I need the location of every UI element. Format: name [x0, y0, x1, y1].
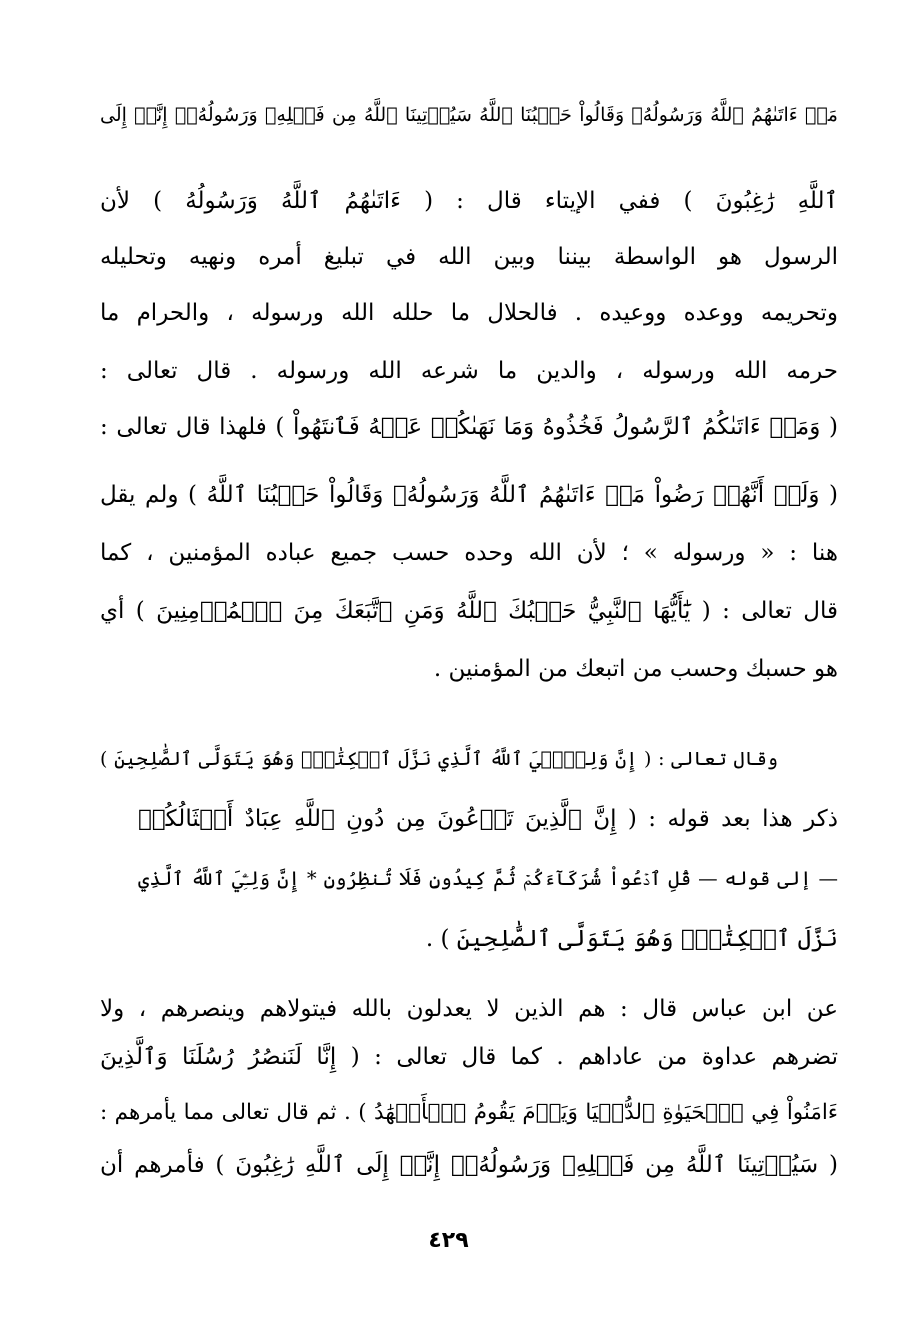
- text-line: ( سَيُؤۡتِينَا ٱللَّهُ مِن فَضۡلِهِۦ وَرَسُولُهُۥۤ إِنَّاۤ إِلَى ٱللَّهِ رَٰغِبُونَ ) فأمرهم أن: [100, 1152, 838, 1178]
- page-number: ٤٢٩: [428, 1228, 469, 1253]
- text-line: مَاۤ ءَاتَىٰهُمُ ٱللَّهُ وَرَسُولُهُۥ وَقَالُواْ حَسۡبُنَا ٱللَّهُ سَيُؤۡتِينَا ٱللَّهُ مِن فَضۡلِهِۦ وَرَسُولُهُۥۤ إِنَّاۤ إِلَى: [100, 104, 838, 126]
- text-line: ( وَمَاۤ ءَاتَىٰكُمُ ٱلرَّسُولُ فَخُذُوهُ وَمَا نَهَىٰكُمۡ عَنۡهُ فَٱنتَهُواْ ) فلهذا قال تعالى :: [100, 414, 838, 440]
- text-line: قال تعالى : ( يَٰٓأَيُّهَا ٱلنَّبِيُّ حَسۡبُكَ ٱللَّهُ وَمَنِ ٱتَّبَعَكَ مِنَ ٱلۡمُؤۡمِنِينَ ) أي: [100, 598, 838, 624]
- text-line: وقال تعالى : ( إِنَّ وَلِـِّۧيَ ٱللَّهُ ٱلَّذِي نَزَّلَ ٱلۡكِتَٰبَۖ وَهُوَ يَتَوَلَّى ٱلصَّٰلِحِينَ ): [100, 748, 778, 770]
- text-line: ( وَلَوۡ أَنَّهُمۡ رَضُواْ مَاۤ ءَاتَىٰهُمُ ٱللَّهُ وَرَسُولُهُۥ وَقَالُواْ حَسۡبُنَا ٱللَّهُ ) ولم يقل: [100, 482, 838, 508]
- text-line: هنا : « ورسوله » ؛ لأن الله وحده حسب جميع عباده المؤمنين ، كما: [100, 540, 838, 566]
- paragraph-1: [100, 92, 838, 692]
- text-line: وتحريمه ووعده ووعيده . فالحلال ما حلله الله ورسوله ، والحرام ما: [100, 300, 838, 326]
- text-line: نَزَّلَ ٱلۡكِتَٰبَۖ وَهُوَ يَتَوَلَّى ٱلصَّٰلِحِينَ ) .: [425, 926, 838, 952]
- text-line: ٱللَّهِ رَٰغِبُونَ ) ففي الإيتاء قال : ( ءَاتَىٰهُمُ ٱللَّهُ وَرَسُولُهُ ) لأن: [100, 188, 838, 214]
- paragraph-3: [100, 986, 838, 1186]
- text-line: تضرهم عداوة من عاداهم . كما قال تعالى : ( إِنَّا لَنَنصُرُ رُسُلَنَا وَٱلَّذِينَ: [100, 1044, 838, 1070]
- text-line: الرسول هو الواسطة بيننا وبين الله في تبليغ أمره ونهيه وتحليله: [100, 244, 838, 270]
- text-line: ءَامَنُواْ فِي ٱلۡحَيَوٰةِ ٱلدُّنۡيَا وَيَوۡمَ يَقُومُ ٱلۡأَشۡهَٰدُ ) . ثم قال تعالى مما يأمرهم :: [100, 1100, 838, 1125]
- text-line: ذكر هذا بعد قوله : ( إِنَّ ٱلَّذِينَ تَدۡعُونَ مِن دُونِ ٱللَّهِ عِبَادٌ أَمۡثَالُكُمۡ: [138, 806, 838, 832]
- text-line: حرمه الله ورسوله ، والدين ما شرعه الله ورسوله . قال تعالى :: [100, 358, 838, 384]
- text-line: — إلى قوله — قُلِ ٱدۡعُواْ شُرَكَآءَكُمۡ ثُمَّ كِيدُونِ فَلَا تُنظِرُونِ * إِنَّ وَلِـِّۧيَ ٱللَّهُ ٱلَّذِي: [138, 867, 838, 890]
- text-line: هو حسبك وحسب من اتبعك من المؤمنين .: [433, 656, 838, 682]
- text-line: عن ابن عباس قال : هم الذين لا يعدلون بالله فيتولاهم وينصرهم ، ولا: [100, 996, 838, 1022]
- paragraph-2: [100, 736, 838, 976]
